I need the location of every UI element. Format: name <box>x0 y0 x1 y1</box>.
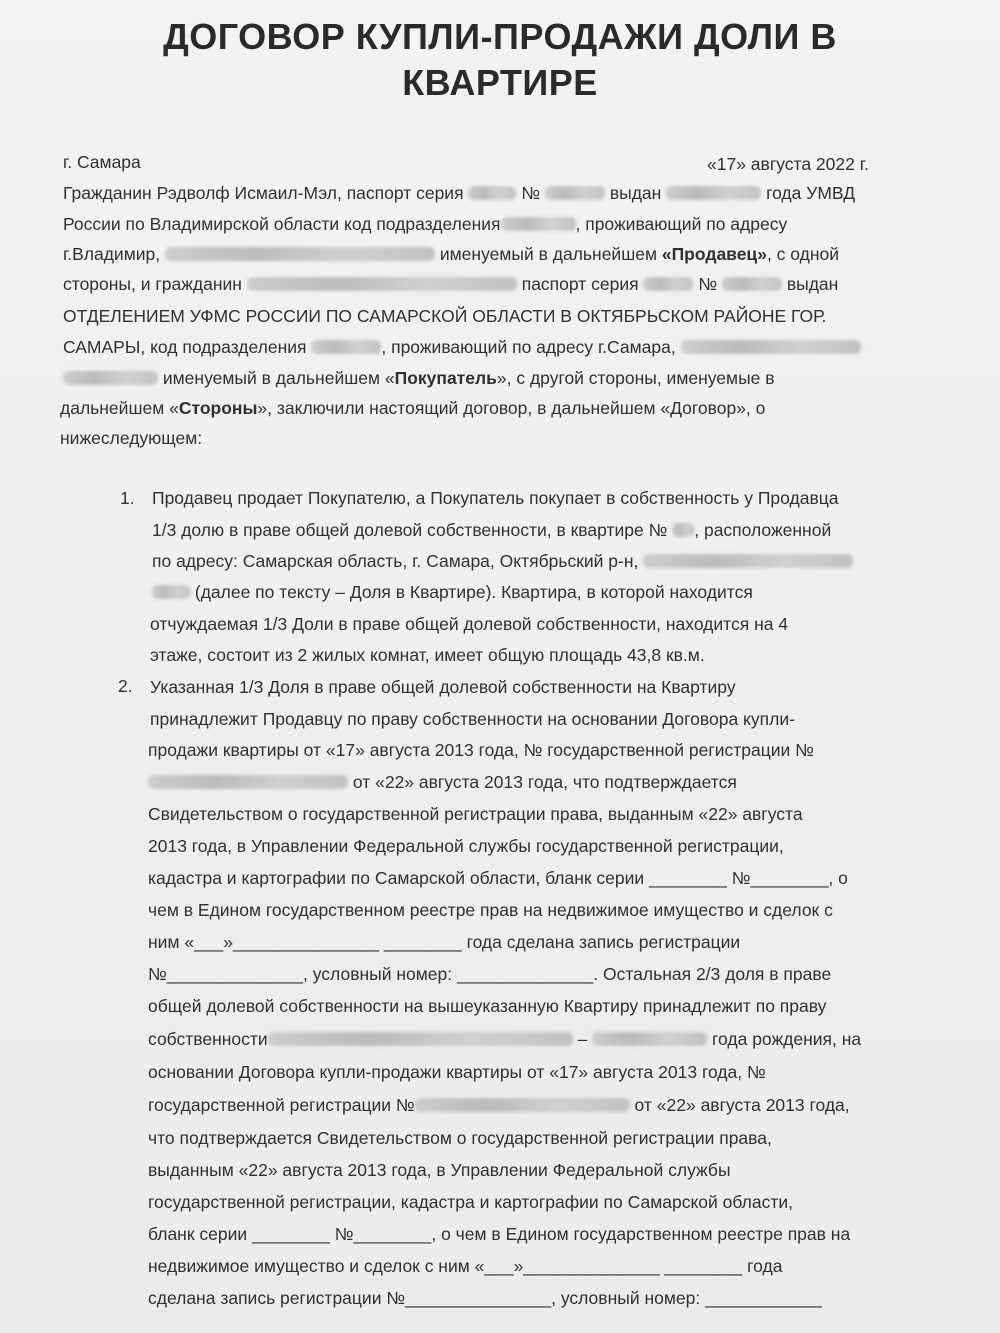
redacted-text <box>672 523 694 537</box>
item-2-line-13: основании Договора купли-продажи квартиры от «17» августа 2013 года, № <box>148 1062 766 1082</box>
item-1-line-5: отчуждаемая 1/3 Доли в праве общей долевой собственности, находится на 4 <box>150 614 789 634</box>
item-2-line-12: собственности – года рождения, на <box>148 1029 862 1049</box>
intro-line-5: ОТДЕЛЕНИЕМ УФМС РОССИИ ПО САМАРСКОЙ ОБЛАСТИ В ОКТЯБРЬСКОМ РАЙОНЕ ГОР. <box>63 306 827 326</box>
item-2-line-6: 2013 года, в Управлении Федеральной службы государственной регистрации, <box>148 836 784 856</box>
redacted-text <box>666 186 761 200</box>
redacted-text <box>468 186 516 200</box>
item-2-line-8: чем в Едином государственном реестре прав на недвижимое имущество и сделок с <box>148 900 833 920</box>
item-2-line-11: общей долевой собственности на вышеуказанную Квартиру принадлежит по праву <box>148 996 827 1016</box>
intro-line-9: нижеследующем: <box>60 428 203 448</box>
item-1-line-3: по адресу: Самарская область, г. Самара, Октябрьский р-н, <box>152 551 853 572</box>
intro-line-8: дальнейшем «Стороны», заключили настоящий договор, в дальнейшем «Договор», о <box>60 398 766 418</box>
title-line-1: ДОГОВОР КУПЛИ-ПРОДАЖИ ДОЛИ В <box>163 16 837 57</box>
redacted-text <box>148 775 348 789</box>
redacted-text <box>545 186 605 200</box>
contract-date: «17» августа 2022 г. <box>707 154 869 174</box>
item-2-line-3: продажи квартиры от «17» августа 2013 года, № государственной регистрации № <box>148 740 814 760</box>
item-2-line-20: сделана запись регистрации №_______________, условный номер: ____________ <box>148 1288 822 1308</box>
item-2-line-10: №______________, условный номер: ______________. Остальная 2/3 доля в праве <box>148 964 832 984</box>
intro-line-4: стороны, и гражданин паспорт серия № выдан <box>63 274 839 294</box>
item-2-line-16: выданным «22» августа 2013 года, в Управлении Федеральной службы <box>148 1160 731 1180</box>
item-1-line-1: Продавец продает Покупателю, а Покупатель покупает в собственность у Продавца <box>152 488 839 508</box>
redacted-text <box>311 340 381 354</box>
redacted-text <box>63 371 158 385</box>
item-2-line-5: Свидетельством о государственной регистрации права, выданным «22» августа <box>148 804 803 824</box>
item-2-number: 2. <box>118 676 133 696</box>
redacted-text <box>722 277 782 291</box>
redacted-text <box>415 1098 630 1112</box>
redacted-text <box>643 277 693 291</box>
redacted-text <box>592 1032 707 1046</box>
intro-line-2: России по Владимирской области код подразделения , проживающий по адресу <box>63 214 788 234</box>
redacted-text <box>165 247 435 261</box>
item-2-line-18: бланк серии ________ №________, о чем в Едином государственном реестре прав на <box>148 1224 851 1244</box>
intro-line-6: САМАРЫ, код подразделения , проживающий по адресу г.Самара, <box>63 337 861 358</box>
intro-line-3: г.Владимир, именуемый в дальнейшем «Продавец», с одной <box>63 244 840 264</box>
redacted-text <box>681 340 861 354</box>
item-1-line-4: (далее по тексту – Доля в Квартире). Квартира, в которой находится <box>152 582 753 603</box>
redacted-text <box>643 554 853 568</box>
redacted-text <box>268 1032 573 1046</box>
item-2-line-9: ним «___»_______________ ________ года сделана запись регистрации <box>148 932 741 952</box>
item-2-line-7: кадастра и картографии по Самарской области, бланк серии ________ №________, о <box>148 868 848 888</box>
item-1-line-6: этаже, состоит из 2 жилых комнат, имеет общую площадь 43,8 кв.м. <box>150 645 705 665</box>
item-2-line-2: принадлежит Продавцу по праву собственности на основании Договора купли- <box>150 709 795 729</box>
redacted-text <box>152 585 190 599</box>
item-1-number: 1. <box>120 488 135 508</box>
redacted-text <box>501 217 576 231</box>
item-2-line-15: что подтверждается Свидетельством о государственной регистрации права, <box>148 1128 772 1148</box>
document-title <box>60 14 940 106</box>
city: г. Самара <box>63 152 141 172</box>
item-2-line-17: государственной регистрации, кадастра и картографии по Самарской области, <box>148 1192 793 1212</box>
redacted-text <box>247 277 517 291</box>
intro-line-7: именуемый в дальнейшем «Покупатель», с другой стороны, именуемые в <box>63 368 775 389</box>
item-2-line-19: недвижимое имущество и сделок с ним «___»______________ ________ года <box>148 1256 783 1276</box>
item-2-line-14: государственной регистрации № от «22» августа 2013 года, <box>148 1095 850 1115</box>
item-2-line-1: Указанная 1/3 Доля в праве общей долевой собственности на Квартиру <box>150 677 736 697</box>
intro-line-1: Гражданин Рэдволф Исмаил-Мэл, паспорт серия № выдан года УМВД <box>63 183 856 203</box>
item-2-line-4: от «22» августа 2013 года, что подтверждается <box>148 772 737 793</box>
title-line-2: КВАРТИРЕ <box>402 62 598 103</box>
item-1-line-2: 1/3 долю в праве общей долевой собственности, в квартире № , расположенной <box>152 520 832 540</box>
